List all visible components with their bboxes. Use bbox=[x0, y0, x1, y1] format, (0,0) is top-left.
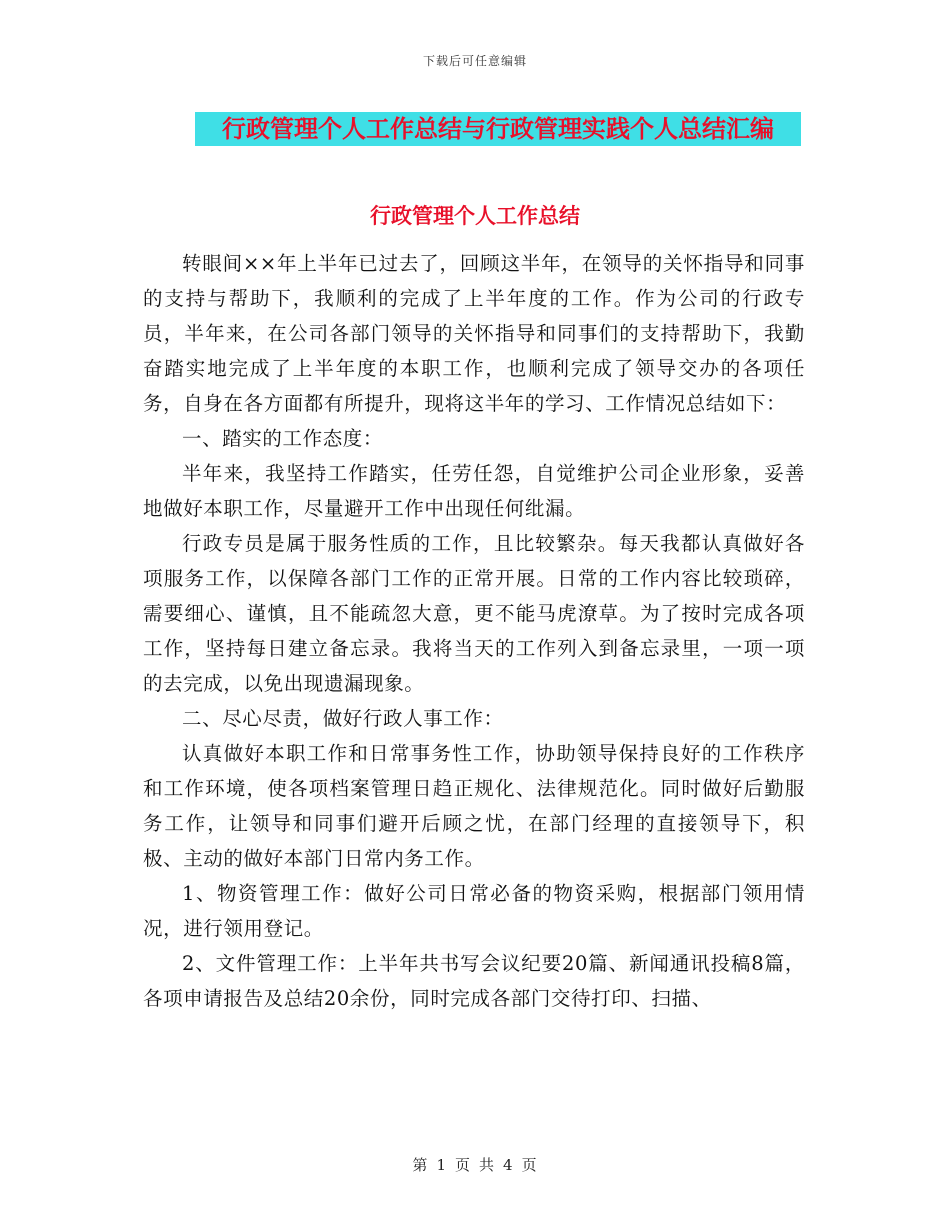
page-title: 行政管理个人工作总结与行政管理实践个人总结汇编 bbox=[222, 115, 774, 143]
footer-suffix: 页 bbox=[521, 1156, 538, 1174]
document-body bbox=[143, 246, 805, 1016]
list-item: 1、物资管理工作：做好公司日常必备的物资采购，根据部门领用情况，进行领用登记。 bbox=[143, 882, 805, 940]
footer-page-word: 页 bbox=[454, 1156, 471, 1174]
heading-section-1: 一、踏实的工作态度： bbox=[182, 427, 384, 450]
footer-prefix: 第 bbox=[412, 1156, 429, 1174]
page-footer bbox=[0, 1154, 950, 1175]
paragraph: 半年来，我坚持工作踏实，任劳任怨，自觉维护公司企业形象，妥善地做好本职工作，尽量避开工作中出现任何纰漏。 bbox=[143, 462, 805, 520]
header-note: 下载后可任意编辑 bbox=[422, 54, 527, 68]
heading-section-2: 二、尽心尽责，做好行政人事工作： bbox=[182, 707, 504, 730]
paragraph: 认真做好本职工作和日常事务性工作，协助领导保持良好的工作秩序和工作环境，使各项档案管理日趋正规化、法律规范化。同时做好后勤服务工作，让领导和同事们避开后顾之忧，在部门经理的直接领导下，积极、主动的做好本部门日常内务工作。 bbox=[143, 742, 805, 870]
paragraph-intro: 转眼间××年上半年已过去了，回顾这半年，在领导的关怀指导和同事的支持与帮助下，我顺利的完成了上半年度的工作。作为公司的行政专员，半年来，在公司各部门领导的关怀指导和同事们的支持帮助下，我勤奋踏实地完成了上半年度的本职工作，也顺利完成了领导交办的各项任务，自身在各方面都有所提升，现将这半年的学习、工作情况总结如下： bbox=[143, 252, 805, 415]
page-total: 4 bbox=[503, 1156, 514, 1174]
section-title: 行政管理个人工作总结 bbox=[370, 204, 580, 228]
list-item: 2、文件管理工作：上半年共书写会议纪要20篇、新闻通讯投稿8篇，各项申请报告及总结20余份，同时完成各部门交待打印、扫描、 bbox=[143, 952, 805, 1010]
footer-total-word: 共 bbox=[479, 1156, 496, 1174]
page-number: 1 bbox=[436, 1156, 447, 1174]
paragraph: 行政专员是属于服务性质的工作，且比较繁杂。每天我都认真做好各项服务工作，以保障各部门工作的正常开展。日常的工作内容比较琐碎，需要细心、谨慎，且不能疏忽大意，更不能马虎潦草。为了按时完成各项工作，坚持每日建立备忘录。我将当天的工作列入到备忘录里，一项一项的去完成，以免出现遗漏现象。 bbox=[143, 532, 805, 695]
